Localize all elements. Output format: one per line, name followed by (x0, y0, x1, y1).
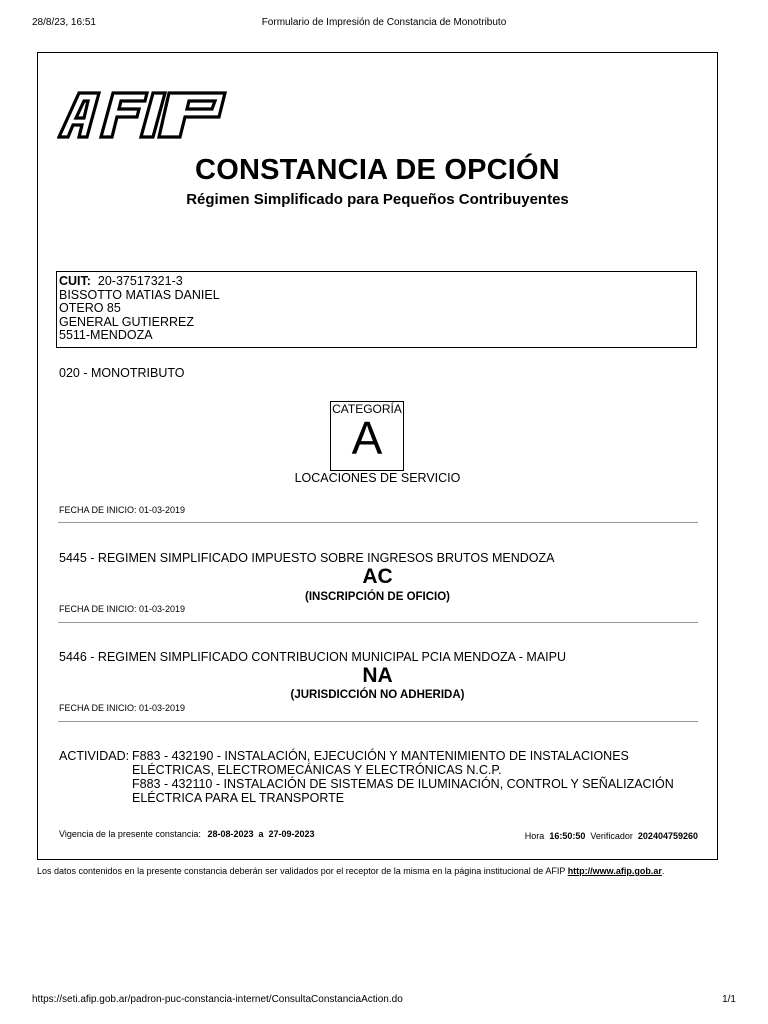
actividad-label: ACTIVIDAD: (59, 749, 130, 763)
time-verifier (525, 831, 698, 841)
category-start-date: FECHA DE INICIO: 01-03-2019 (59, 505, 186, 515)
print-title: Formulario de Impresión de Constancia de Monotributo (261, 17, 507, 28)
document-subtitle: Régimen Simplificado para Pequeños Contribuyentes (186, 191, 569, 208)
category-box (330, 401, 404, 471)
constancia-frame (37, 52, 718, 860)
validity-range (59, 829, 315, 839)
actividad-line-2: ELÉCTRICAS, ELECTROMECÁNICAS Y ELECTRÓNICAS N.C.P. (132, 763, 502, 777)
category-description: LOCACIONES DE SERVICIO (294, 471, 461, 485)
divider (58, 622, 698, 623)
tax-code-municipal: NA (362, 664, 393, 687)
page-number: 1/1 (722, 994, 736, 1005)
print-header (32, 17, 736, 31)
category-label: CATEGORÍA (332, 402, 402, 416)
divider (58, 522, 698, 523)
hora-value: 16:50:50 (549, 831, 586, 841)
cuit-label: CUIT: (59, 274, 91, 288)
tax-line-municipal: 5446 - REGIMEN SIMPLIFICADO CONTRIBUCION MUNICIPAL PCIA MENDOZA - MAIPU (59, 650, 567, 664)
verificador-label: Verificador (590, 831, 633, 841)
actividad-line-4: ELÉCTRICA PARA EL TRANSPORTE (132, 791, 345, 805)
tax-code-description-municipal: (JURISDICCIÓN NO ADHERIDA) (290, 689, 465, 701)
taxpayer-street: OTERO 85 (59, 301, 121, 315)
afip-link[interactable]: http://www.afip.gob.ar (567, 866, 662, 876)
print-url: https://seti.afip.gob.ar/padron-puc-constancia-internet/ConsultaConstanciaAction.do (32, 994, 403, 1005)
regime-line: 020 - MONOTRIBUTO (59, 366, 185, 380)
afip-logo (57, 91, 235, 139)
actividad-block (59, 749, 674, 805)
validity-dates: 28-08-2023 a 27-09-2023 (207, 829, 315, 839)
actividad-line-1: F883 - 432190 - INSTALACIÓN, EJECUCIÓN Y MANTENIMIENTO DE INSTALACIONES (132, 749, 629, 763)
tax-code-iibb: AC (362, 565, 393, 588)
taxpayer-postal-province: 5511-MENDOZA (59, 328, 153, 342)
taxpayer-locality: GENERAL GUTIERREZ (59, 314, 194, 329)
tax-code-description-iibb: (INSCRIPCIÓN DE OFICIO) (304, 591, 451, 603)
validity-label: Vigencia de la presente constancia: (59, 829, 201, 839)
document-title: CONSTANCIA DE OPCIÓN (195, 154, 560, 186)
category-value: A (351, 412, 383, 464)
print-footer (32, 994, 736, 1008)
tax-line-iibb: 5445 - REGIMEN SIMPLIFICADO IMPUESTO SOBRE INGRESOS BRUTOS MENDOZA (59, 551, 555, 565)
tax-start-date-municipal: FECHA DE INICIO: 01-03-2019 (59, 703, 186, 713)
taxpayer-name: BISSOTTO MATIAS DANIEL (59, 287, 220, 302)
validation-note-end: . (661, 866, 665, 876)
tax-start-date-iibb: FECHA DE INICIO: 01-03-2019 (59, 604, 186, 614)
cuit-row (59, 275, 694, 289)
hora-label: Hora (524, 831, 545, 841)
cuit-value: 20-37517321-3 (97, 274, 183, 288)
divider (58, 721, 698, 722)
taxpayer-box (56, 271, 697, 348)
validation-note (37, 866, 664, 876)
print-datetime: 28/8/23, 16:51 (32, 17, 96, 28)
validation-note-text: Los datos contenidos en la presente constancia deberán ser validados por el receptor de la misma en la página institucional de AFIP (37, 866, 566, 876)
actividad-line-3: F883 - 432110 - INSTALACIÓN DE SISTEMAS DE ILUMINACIÓN, CONTROL Y SEÑALIZACIÓN (132, 777, 674, 791)
verificador-value: 202404759260 (637, 831, 698, 841)
